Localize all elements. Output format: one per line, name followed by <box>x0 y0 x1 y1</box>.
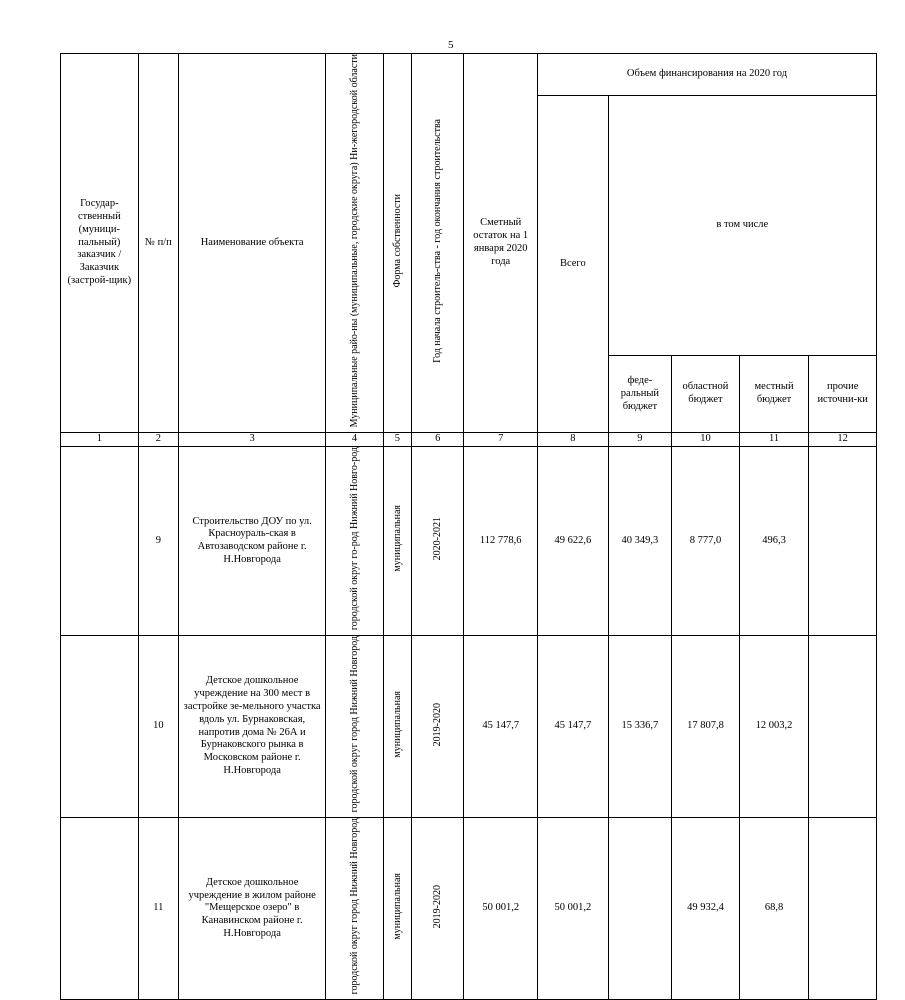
financing-table <box>60 53 877 1000</box>
cell-municipality <box>326 447 383 636</box>
header-funding: Объем финансирования на 2020 год <box>538 54 877 96</box>
cell-local: 496,3 <box>739 447 809 636</box>
cell-regional: 8 777,0 <box>672 447 740 636</box>
header-ownership-text: Форма собственности <box>391 193 403 288</box>
table-row <box>61 818 877 1000</box>
cell-years <box>411 818 463 1000</box>
header-municipality-text: Муниципальные райо-ны (муниципальные, городские округа) Ни-жегородской области <box>348 54 360 428</box>
cell-no: 10 <box>138 636 178 818</box>
cell-federal: 40 349,3 <box>608 447 672 636</box>
header-no: № п/п <box>138 54 178 433</box>
cell-regional: 49 932,4 <box>672 818 740 1000</box>
table-row <box>61 447 877 636</box>
cell-total: 45 147,7 <box>538 636 609 818</box>
header-regional: областной бюджет <box>672 356 740 433</box>
cell-municipality <box>326 818 383 1000</box>
header-name: Наименование объекта <box>179 54 326 433</box>
cell-ownership-text: муниципальная <box>391 505 403 572</box>
cell-local: 12 003,2 <box>739 636 809 818</box>
column-number: 2 <box>138 433 178 447</box>
cell-regional: 17 807,8 <box>672 636 740 818</box>
cell-years <box>411 447 463 636</box>
cell-municipality-text: городской округ город Нижний Новгород <box>348 636 360 813</box>
column-number: 11 <box>739 433 809 447</box>
cell-estimate: 112 778,6 <box>464 447 538 636</box>
cell-ownership <box>383 818 411 1000</box>
header-other: прочие источни-ки <box>809 356 877 433</box>
header-municipality <box>326 54 383 433</box>
cell-years-text: 2019-2020 <box>431 702 443 746</box>
cell-municipality-text: городской округ город Нижний Новгород <box>348 818 360 995</box>
cell-federal: 15 336,7 <box>608 636 672 818</box>
header-local: местный бюджет <box>739 356 809 433</box>
column-number: 12 <box>809 433 877 447</box>
cell-name: Строительство ДОУ по ул. Красноураль-ская в Автозаводском районе г. Н.Новгорода <box>179 447 326 636</box>
cell-other <box>809 636 877 818</box>
header-customer: Государ-ственный (муници-пальный) заказчик / Заказчик (застрой-щик) <box>61 54 139 433</box>
header-ownership <box>383 54 411 433</box>
cell-ownership <box>383 636 411 818</box>
cell-municipality-text: городской округ го-род Нижний Новго-род <box>348 447 360 631</box>
cell-estimate: 50 001,2 <box>464 818 538 1000</box>
cell-municipality <box>326 636 383 818</box>
cell-years-text: 2020-2021 <box>431 517 443 561</box>
table-row <box>61 636 877 818</box>
cell-years-text: 2019-2020 <box>431 884 443 929</box>
column-number: 8 <box>538 433 609 447</box>
column-number: 7 <box>464 433 538 447</box>
cell-total: 49 622,6 <box>538 447 609 636</box>
column-number: 6 <box>411 433 463 447</box>
column-number: 9 <box>608 433 672 447</box>
cell-no: 9 <box>138 447 178 636</box>
header-years-text: Год начала строитель-ства - год окончания строительства <box>431 118 443 363</box>
column-number: 4 <box>326 433 383 447</box>
page-number: 5 <box>448 39 454 51</box>
header-years <box>411 54 463 433</box>
header-total: Всего <box>538 96 609 433</box>
cell-name: Детское дошкольное учреждение на 300 мест в застройке зе-мельного участка вдоль ул. Бурнаковская, напротив дома № 26А и Бурнаковского рынка в Московском районе г. Н.Новгорода <box>179 636 326 818</box>
cell-federal <box>608 818 672 1000</box>
cell-customer <box>61 636 139 818</box>
cell-total: 50 001,2 <box>538 818 609 1000</box>
column-number: 5 <box>383 433 411 447</box>
cell-no: 11 <box>138 818 178 1000</box>
cell-ownership <box>383 447 411 636</box>
cell-local: 68,8 <box>739 818 809 1000</box>
cell-other <box>809 818 877 1000</box>
column-number-row <box>61 433 877 447</box>
cell-ownership-text: муниципальная <box>391 873 403 940</box>
cell-customer <box>61 818 139 1000</box>
cell-other <box>809 447 877 636</box>
cell-name: Детское дошкольное учреждение в жилом районе "Мещерское озеро" в Канавинском районе г. Н.Новгорода <box>179 818 326 1000</box>
cell-ownership-text: муниципальная <box>391 690 403 758</box>
column-number: 1 <box>61 433 139 447</box>
cell-estimate: 45 147,7 <box>464 636 538 818</box>
header-federal: феде-ральный бюджет <box>608 356 672 433</box>
header-including: в том числе <box>608 96 876 356</box>
column-number: 3 <box>179 433 326 447</box>
column-number: 10 <box>672 433 740 447</box>
cell-customer <box>61 447 139 636</box>
cell-years <box>411 636 463 818</box>
header-estimate: Сметный остаток на 1 января 2020 года <box>464 54 538 433</box>
